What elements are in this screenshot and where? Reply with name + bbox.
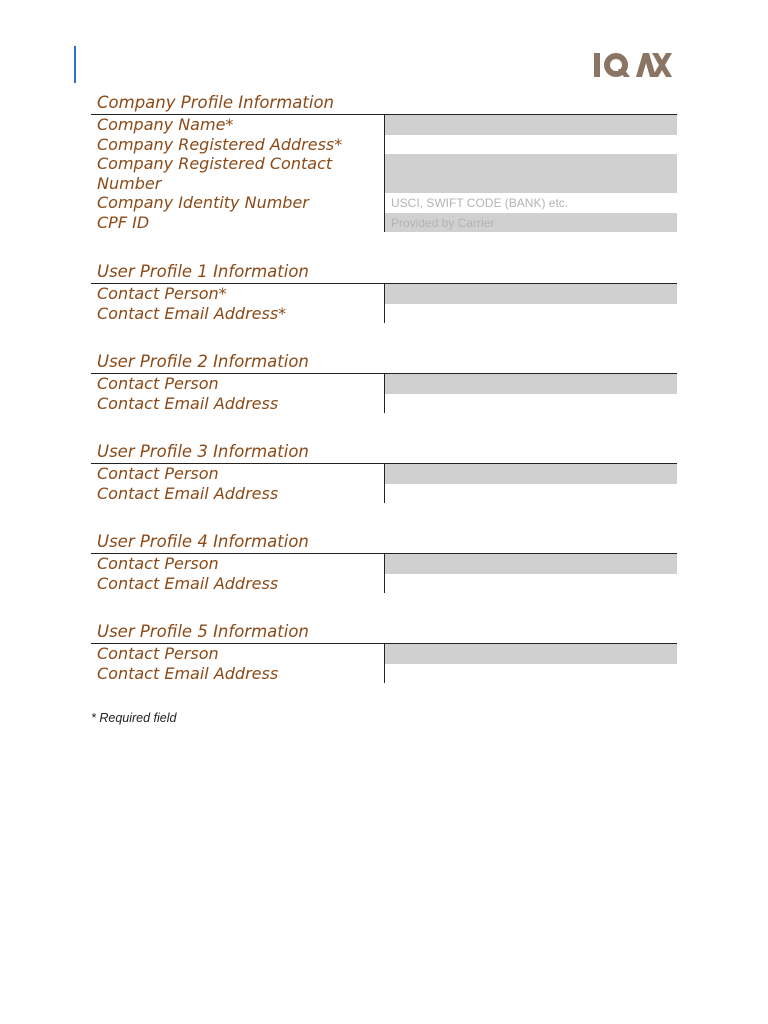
cpf-id-field: Provided by Carrier xyxy=(384,213,677,233)
company-address-row xyxy=(91,135,677,155)
text-cursor xyxy=(74,46,76,83)
user-profile-2-section xyxy=(91,351,677,413)
contact-person-label: Contact Person xyxy=(97,464,219,483)
contact-person-row xyxy=(91,284,677,304)
contact-person-row xyxy=(91,374,677,394)
contact-email-row xyxy=(91,394,677,414)
contact-email-field[interactable] xyxy=(384,574,677,594)
contact-person-field[interactable] xyxy=(384,374,677,394)
user-profile-4-title: User Profile 4 Information xyxy=(97,532,309,551)
user-profile-4-section xyxy=(91,531,677,593)
user-profile-1-title: User Profile 1 Information xyxy=(97,262,309,281)
contact-email-row xyxy=(91,574,677,594)
contact-person-field[interactable] xyxy=(384,284,677,304)
cpf-id-row xyxy=(91,213,677,233)
contact-person-field[interactable] xyxy=(384,554,677,574)
user-profile-5-title: User Profile 5 Information xyxy=(97,622,309,641)
company-profile-table xyxy=(91,114,677,232)
contact-email-field[interactable] xyxy=(384,304,677,324)
contact-email-field[interactable] xyxy=(384,394,677,414)
company-name-label: Company Name* xyxy=(97,115,234,134)
contact-email-row xyxy=(91,304,677,324)
contact-email-label: Contact Email Address xyxy=(97,393,279,413)
contact-email-field[interactable] xyxy=(384,484,677,504)
company-profile-title: Company Profile Information xyxy=(97,93,335,112)
user-profile-2-title: User Profile 2 Information xyxy=(97,352,309,371)
company-name-row xyxy=(91,115,677,135)
company-identity-number-field[interactable]: USCI, SWIFT CODE (BANK) etc. xyxy=(384,193,677,213)
user-profile-5-table xyxy=(91,643,677,683)
company-name-field[interactable] xyxy=(384,115,677,135)
user-profile-2-table xyxy=(91,373,677,413)
contact-person-row xyxy=(91,554,677,574)
cpf-id-label: CPF ID xyxy=(97,212,150,232)
required-field-note: * Required field xyxy=(91,711,177,725)
company-address-field[interactable] xyxy=(384,135,677,155)
contact-person-field[interactable] xyxy=(384,644,677,664)
contact-email-label: Contact Email Address* xyxy=(97,303,287,323)
contact-email-row xyxy=(91,664,677,684)
user-profile-4-table xyxy=(91,553,677,593)
user-profile-1-section xyxy=(91,261,677,323)
user-profile-3-table xyxy=(91,463,677,503)
contact-email-label: Contact Email Address xyxy=(97,573,279,593)
user-profile-3-section xyxy=(91,441,677,503)
company-contact-number-label: Company Registered Contact Number xyxy=(97,154,333,193)
contact-email-field[interactable] xyxy=(384,664,677,684)
company-contact-number-row xyxy=(91,154,677,193)
contact-person-label: Contact Person xyxy=(97,374,219,393)
contact-person-field[interactable] xyxy=(384,464,677,484)
contact-email-row xyxy=(91,484,677,504)
iqax-logo xyxy=(594,52,672,78)
contact-person-label: Contact Person xyxy=(97,644,219,663)
user-profile-1-table xyxy=(91,283,677,323)
company-identity-number-label: Company Identity Number xyxy=(97,193,309,213)
user-profile-5-section xyxy=(91,621,677,683)
contact-person-label: Contact Person* xyxy=(97,284,227,303)
company-profile-section xyxy=(91,92,677,232)
user-profile-3-title: User Profile 3 Information xyxy=(97,442,309,461)
contact-email-label: Contact Email Address xyxy=(97,663,279,683)
company-contact-number-field[interactable] xyxy=(384,154,677,193)
contact-person-row xyxy=(91,644,677,664)
company-identity-number-row xyxy=(91,193,677,213)
contact-email-label: Contact Email Address xyxy=(97,483,279,503)
contact-person-label: Contact Person xyxy=(97,554,219,573)
contact-person-row xyxy=(91,464,677,484)
company-address-label: Company Registered Address* xyxy=(97,134,343,154)
